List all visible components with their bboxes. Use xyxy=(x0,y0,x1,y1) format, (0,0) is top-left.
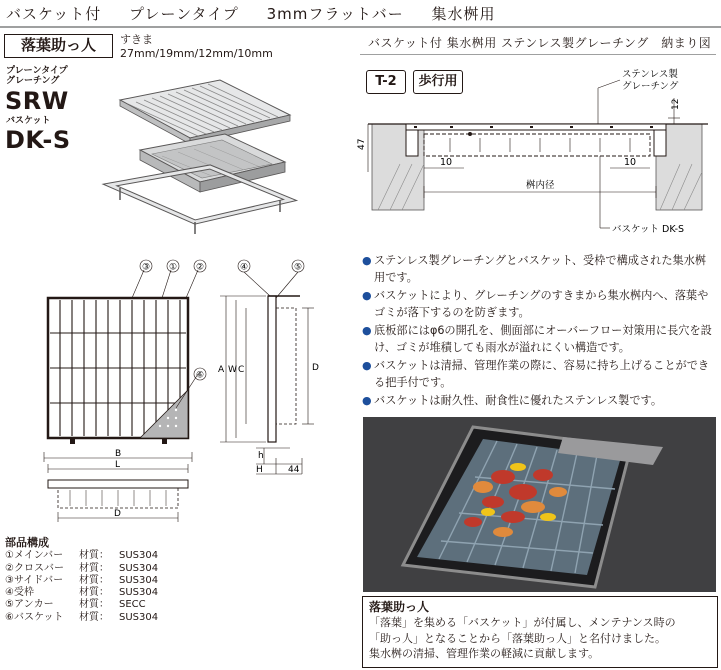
dim-L: L xyxy=(115,460,121,470)
parts-row: ⑤アンカー 材質： SECC xyxy=(5,599,146,611)
technical-drawing xyxy=(30,258,350,534)
dim-12: 12 xyxy=(671,98,681,110)
gap-spec xyxy=(120,33,273,61)
product-exploded-illustration xyxy=(100,70,300,240)
feature-item: ● バスケットは耐久性、耐食性に優れたステンレス製です。 xyxy=(362,393,716,410)
callout-3: ③ xyxy=(142,262,151,273)
grating-type-label xyxy=(6,66,68,86)
feature-item: ● ステンレス製グレーチングとバスケット、受枠で構成された集水桝用です。 xyxy=(362,253,716,286)
parts-title: 部品構成 xyxy=(5,536,49,549)
usage-tag: 歩行用 xyxy=(413,70,463,94)
dim-H: H xyxy=(256,465,263,475)
gap-values: 27mm/19mm/12mm/10mm xyxy=(120,47,273,60)
dim-D-side: D xyxy=(312,363,319,373)
dim-D: D xyxy=(114,509,121,519)
product-name-box: 落葉助っ人 xyxy=(4,34,113,58)
dim-B: B xyxy=(115,449,122,459)
bullet-icon: ● xyxy=(362,394,372,407)
grating-label-line2: グレーチング xyxy=(6,76,60,86)
grating-label-1: ステンレス製 xyxy=(622,69,678,80)
callout-6: ⑥ xyxy=(196,370,205,381)
bullet-icon: ● xyxy=(362,324,372,337)
install-title-rule xyxy=(360,54,716,55)
basket-label: バスケット xyxy=(6,116,51,126)
load-class-tag: T-2 xyxy=(366,70,406,94)
grating-code: SRW xyxy=(5,87,69,115)
header-item: 3mmフラットバー xyxy=(266,5,404,23)
grating-label-line1: プレーンタイプ xyxy=(6,66,68,76)
dim-10-right: 10 xyxy=(624,157,637,168)
dim-A: A xyxy=(218,365,225,375)
bullet-icon: ● xyxy=(362,289,372,302)
callout-4: ④ xyxy=(240,262,249,273)
basket-code: DK-S xyxy=(5,126,71,154)
install-diagram-title: バスケット付 集水桝用 ステンレス製グレーチング 納まり図 xyxy=(368,36,712,50)
feature-item: ● バスケットは清掃、管理作業の際に、容易に持ち上げることができる把手付です。 xyxy=(362,358,716,391)
basket-leader-label: バスケット DK-S xyxy=(612,224,685,235)
feature-item: ● バスケットにより、グレーチングのすきまから集水桝内へ、落葉やゴミが落下するのを防ぎます。 xyxy=(362,288,716,321)
inner-diameter-label: 桝内径 xyxy=(526,180,555,191)
dim-44: 44 xyxy=(288,465,300,475)
header-rule xyxy=(0,26,721,28)
parts-row: ②クロスバー 材質： SUS304 xyxy=(5,562,159,574)
grating-label-2: グレーチング xyxy=(622,81,679,92)
info-line: 「助っ人」となることから「落葉助っ人」と名付けました。 xyxy=(369,631,666,645)
installed-product-photo xyxy=(363,417,716,592)
feature-item: ● 底板部にはφ6の開孔を、側面部にオーバーフロー対策用に長穴を設け、ゴミが堆積しても雨水が溢れにくい構造です。 xyxy=(362,323,716,356)
header-item: 集水桝用 xyxy=(431,5,496,23)
parts-list xyxy=(5,537,158,624)
info-line: 集水桝の清掃、管理作業の軽減に貢献します。 xyxy=(369,647,600,660)
dim-10-left: 10 xyxy=(440,157,453,168)
dim-W: W xyxy=(228,365,237,375)
parts-row: ③サイドバー 材質： SUS304 xyxy=(5,574,159,586)
parts-row: ④受枠 材質： SUS304 xyxy=(5,587,159,599)
gap-label: すきま xyxy=(120,33,153,46)
bullet-icon: ● xyxy=(362,254,372,267)
dim-C: C xyxy=(238,365,245,375)
header-item: プレーンタイプ xyxy=(129,5,239,23)
callout-1: ① xyxy=(169,262,178,273)
dim-47: 47 xyxy=(357,138,367,150)
dim-h: h xyxy=(258,451,264,461)
callout-5: ⑤ xyxy=(294,262,303,273)
product-name-origin-box xyxy=(362,596,718,668)
feature-list xyxy=(362,253,716,412)
info-line: 「落葉」を集める「バスケット」が付属し、メンテナンス時の xyxy=(369,616,676,629)
header-item: バスケット付 xyxy=(6,5,102,23)
bullet-icon: ● xyxy=(362,359,372,372)
callout-2: ② xyxy=(196,262,205,273)
parts-row: ⑥バスケット 材質： SUS304 xyxy=(5,611,159,623)
parts-row: ①メインバー 材質： SUS304 xyxy=(5,550,159,562)
install-section-diagram xyxy=(357,64,716,250)
info-title: 落葉助っ人 xyxy=(369,600,430,614)
page-header xyxy=(6,3,518,24)
